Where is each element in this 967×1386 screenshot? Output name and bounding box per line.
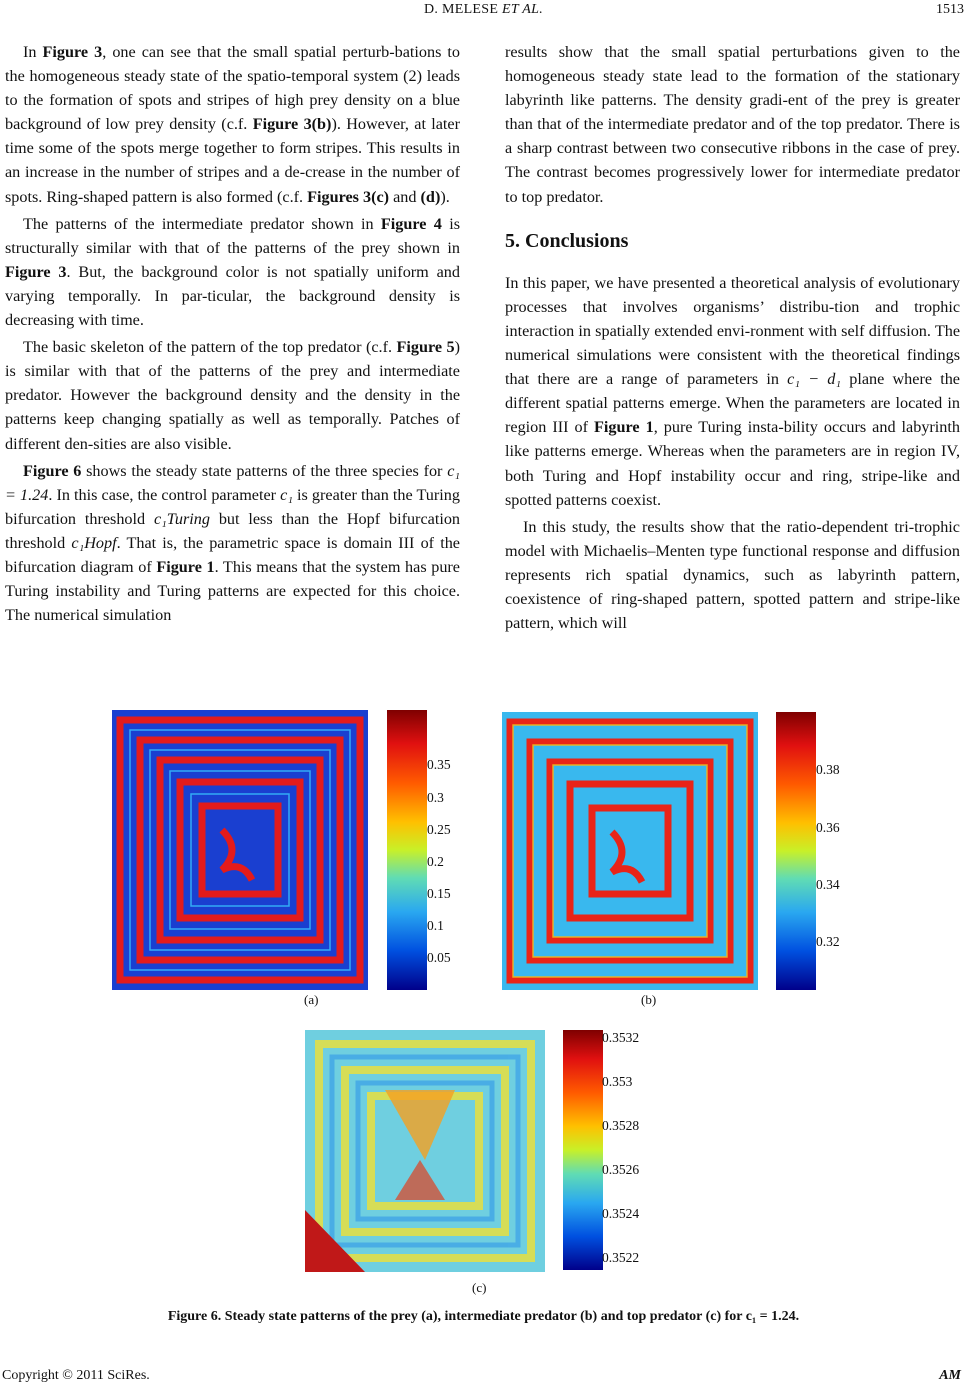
- tick-a-2: 0.3: [427, 790, 444, 805]
- tick-b-4: 0.32: [816, 934, 840, 949]
- tick-a-6: 0.1: [427, 918, 444, 933]
- tick-c-4: 0.3526: [602, 1162, 640, 1177]
- tick-b-1: 0.38: [816, 762, 840, 777]
- running-head-authors: D. MELESE: [423, 2, 499, 17]
- colorbar-b-ticks: [816, 710, 856, 990]
- figure-6b: [500, 710, 855, 992]
- paragraph-study: In this study, the results show that the ratio-dependent tri-trophic model with Michaelis–Menten type functional response and diffusion represents rich spatial dynamics, such as labyrinth pattern, coexistence of ring-shaped pattern, spotted pattern and stripe-like pattern, which will: [505, 517, 960, 633]
- tick-a-5: 0.15: [427, 886, 451, 901]
- prey-pattern-image: [112, 710, 368, 990]
- paragraph-figure3: In Figure 3, one can see that the small spatial perturb-bations to the homogeneous steady state of the spatio-temporal system (2) leads to the formation of spots and stripes of high prey density on a blue background of low prey density (c.f. Figure 3(b)). However, at later time some of the spots merge together to form stripes. This results in an increase in the number of stripes and a de-crease in the number of spots. Ring-shaped pattern is also formed (c.f. Figures 3(c) and (d)).: [5, 43, 461, 206]
- colorbar-c: [563, 1030, 603, 1270]
- paragraph-results: results show that the small spatial perturbations given to the homogeneous steady state lead to the formation of the stationary labyrinth like patterns. The density gradi-ent of the prey is greater than that of the intermediate predator and of the top predator. There is a sharp contrast between two consecutive ribbons in the case of prey. The contrast becomes progressively lower for intermediate predator to top predator.: [505, 43, 960, 206]
- colorbar-b: [776, 712, 816, 990]
- section-title: 5. Conclusions: [505, 229, 629, 252]
- figure-6c-label: (c): [472, 1280, 487, 1295]
- running-head-etal: ET AL.: [502, 2, 544, 17]
- intermediate-predator-pattern-image: [502, 712, 758, 990]
- colorbar-a: [387, 710, 427, 990]
- running-head: [0, 2, 967, 18]
- paragraph-conclusions: In this paper, we have presented a theoretical analysis of evolutionary processes that involves organisms’ distribu-tion and trophic interaction in spatially extended envi-ronment with self diffusion. The numerical simulations were consistent with the theoretical findings that there are a range of parameters in c₁ − d₁ plane where the different spatial patterns emerge. When the parameters are located in region III of Figure 1, pure Turing insta-bility occurs and labyrinth like patterns emerge. Whereas when the parameters are in region IV, both Turing and Hopf instability occur and ring, stripe-like and spotted patterns coexist.: [505, 273, 960, 509]
- tick-c-1: 0.3532: [602, 1030, 640, 1045]
- figure-caption: Figure 6. Steady state patterns of the prey (a), intermediate predator (b) and top predator (c) for c₁ = 1.24.: [167, 1309, 800, 1324]
- figure-6c: [305, 1028, 665, 1278]
- journal-abbrev: AM: [939, 1368, 961, 1383]
- colorbar-a-ticks: [427, 710, 467, 990]
- paragraph-figure4: The patterns of the intermediate predator shown in Figure 4 is structurally similar with that of the patterns of the prey shown in Figure 3. But, the background color is not spatially uniform and varying temporally. In par-ticular, the background density is decreasing with time.: [5, 214, 461, 330]
- copyright-footer: Copyright © 2011 SciRes.: [2, 1368, 150, 1383]
- tick-c-6: 0.3522: [602, 1250, 640, 1265]
- figure-6a: [110, 710, 470, 992]
- figure-6b-label: (b): [641, 992, 657, 1007]
- tick-a-3: 0.25: [427, 822, 451, 837]
- colorbar-c-ticks: [602, 1028, 662, 1278]
- tick-a-7: 0.05: [427, 950, 451, 965]
- left-column: [5, 40, 460, 630]
- page-number: 1513: [936, 2, 964, 17]
- top-predator-pattern-image: [305, 1030, 545, 1272]
- tick-a-4: 0.2: [427, 854, 444, 869]
- tick-a-1: 0.35: [427, 757, 451, 772]
- paragraph-figure6: Figure 6 shows the steady state patterns of the three species for c₁ = 1.24. In this case, the control parameter c₁ is greater than the Turing bifurcation threshold c₁Turing but less than the Hopf bifurcation threshold c₁Hopf. That is, the parametric space is domain III of the bifurcation diagram of Figure 1. This means that the system has pure Turing instability and Turing patterns are expected for this choice. The numerical simulation: [5, 461, 461, 625]
- tick-c-2: 0.353: [602, 1074, 633, 1089]
- tick-b-2: 0.36: [816, 820, 840, 835]
- paragraph-figure5: The basic skeleton of the pattern of the top predator (c.f. Figure 5) is similar with that of the patterns of the prey and intermediate predator. However the background density and the density in the patterns keep changing spatially as well as temporally. Patches of different den-sities are also visible.: [5, 338, 460, 453]
- tick-b-3: 0.34: [816, 877, 840, 892]
- figure-6a-label: (a): [304, 992, 319, 1007]
- tick-c-5: 0.3524: [602, 1206, 640, 1221]
- page-header: [0, 2, 967, 26]
- right-column: [505, 40, 960, 638]
- tick-c-3: 0.3528: [602, 1118, 640, 1133]
